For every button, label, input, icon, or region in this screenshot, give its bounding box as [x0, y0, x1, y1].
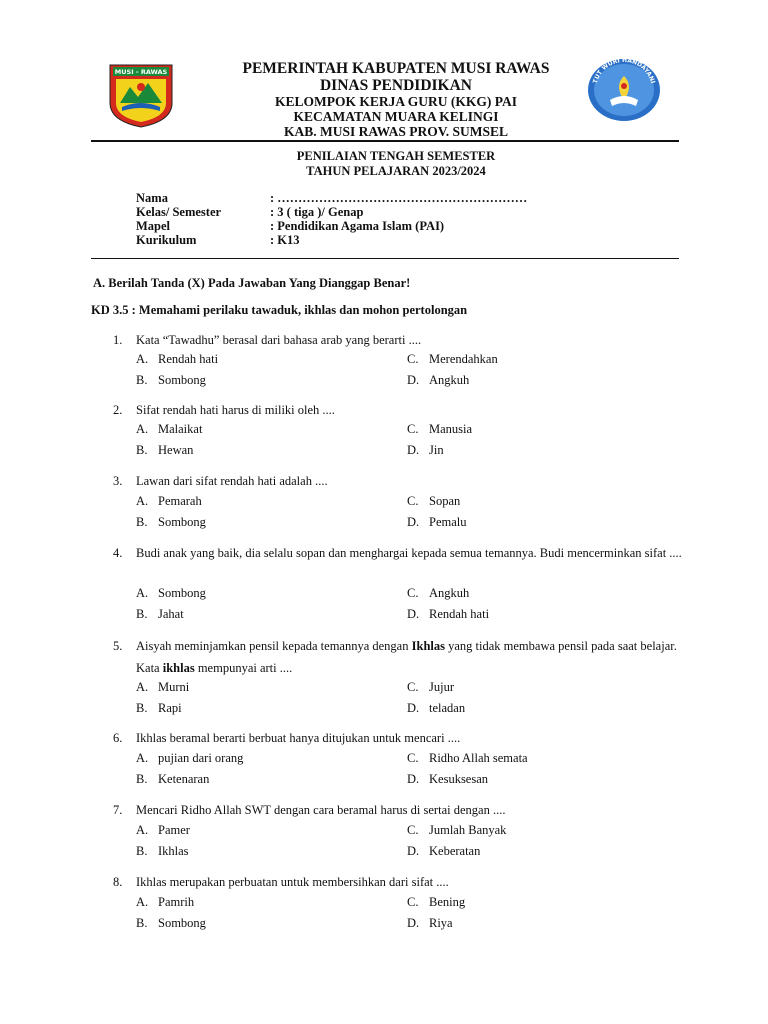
option-4d[interactable]: [407, 607, 489, 622]
option-text: Hewan: [158, 443, 194, 457]
option-text: Sombong: [158, 373, 206, 387]
option-7d[interactable]: [407, 844, 480, 859]
question-text: Kata “Tawadhu” berasal dari bahasa arab yang berarti ....: [136, 333, 422, 347]
option-letter: A.: [136, 352, 149, 366]
option-5d[interactable]: [407, 701, 465, 716]
option-letter: C.: [407, 494, 419, 508]
option-letter: C.: [407, 422, 419, 436]
option-7a[interactable]: [136, 823, 190, 838]
option-1d[interactable]: [407, 373, 469, 388]
option-4c[interactable]: [407, 586, 469, 601]
option-1c[interactable]: [407, 352, 498, 367]
option-text: Rendah hati: [158, 352, 219, 366]
question-text: Sifat rendah hati harus di miliki oleh ....: [136, 403, 335, 417]
option-5a[interactable]: [136, 680, 189, 695]
option-letter: B.: [136, 701, 148, 715]
option-letter: B.: [136, 607, 148, 621]
option-text: pujian dari orang: [158, 751, 244, 765]
identity-divider: [91, 258, 679, 259]
option-text: Jin: [429, 443, 444, 457]
option-text: Pemarah: [158, 494, 202, 508]
option-2a[interactable]: [136, 422, 202, 437]
header-line-2: DINAS PENDIDIKAN: [319, 77, 472, 94]
option-text: Merendahkan: [429, 352, 498, 366]
identity-value: : 3 ( tiga )/ Genap: [270, 205, 364, 219]
option-letter: D.: [407, 515, 420, 529]
option-text: Angkuh: [429, 373, 470, 387]
option-text: Jumlah Banyak: [429, 823, 507, 837]
question-text: Ikhlas beramal berarti berbuat hanya ditujukan untuk mencari ....: [136, 731, 461, 745]
option-letter: C.: [407, 751, 419, 765]
option-3d[interactable]: [407, 515, 467, 530]
option-letter: D.: [407, 607, 420, 621]
question-text: Budi anak yang baik, dia selalu sopan dan menghargai kepada semua temannya. Budi mencerminkan sifat ....: [136, 546, 682, 560]
option-letter: A.: [136, 895, 149, 909]
option-2d[interactable]: [407, 443, 444, 458]
option-8c[interactable]: [407, 895, 465, 910]
option-6d[interactable]: [407, 772, 488, 787]
exam-year: TAHUN PELAJARAN 2023/2024: [306, 164, 486, 178]
tut-wuri-handayani-emblem-icon: [586, 56, 662, 122]
question-number: 4.: [113, 546, 123, 560]
header-line-1: PEMERINTAH KABUPATEN MUSI RAWAS: [242, 60, 550, 77]
option-text: Jahat: [158, 607, 184, 621]
option-1a[interactable]: [136, 352, 218, 367]
option-letter: A.: [136, 422, 149, 436]
option-letter: D.: [407, 844, 420, 858]
question-number: 6.: [113, 731, 123, 745]
option-text: Ketenaran: [158, 772, 210, 786]
header-line-3: KELOMPOK KERJA GURU (KKG) PAI: [275, 94, 517, 109]
option-letter: D.: [407, 373, 420, 387]
option-7c[interactable]: [407, 823, 506, 838]
option-5c[interactable]: [407, 680, 454, 695]
question-number: 2.: [113, 403, 123, 417]
musi-rawas-emblem-icon: [108, 63, 174, 129]
option-letter: C.: [407, 352, 419, 366]
option-letter: C.: [407, 823, 419, 837]
header-line-5: KAB. MUSI RAWAS PROV. SUMSEL: [283, 124, 509, 139]
option-letter: A.: [136, 586, 149, 600]
option-8a[interactable]: [136, 895, 194, 910]
option-letter: D.: [407, 916, 420, 930]
option-text: Manusia: [429, 422, 473, 436]
exam-title: PENILAIAN TENGAH SEMESTER: [296, 149, 496, 163]
option-letter: B.: [136, 772, 148, 786]
option-2c[interactable]: [407, 422, 472, 437]
option-7b[interactable]: [136, 844, 189, 859]
option-text: Ikhlas: [158, 844, 189, 858]
option-1b[interactable]: [136, 373, 206, 388]
option-letter: A.: [136, 494, 149, 508]
identity-value: : K13: [270, 233, 300, 247]
option-letter: D.: [407, 772, 420, 786]
option-letter: B.: [136, 844, 148, 858]
option-text: Rendah hati: [429, 607, 490, 621]
option-letter: A.: [136, 751, 149, 765]
option-text: Keberatan: [429, 844, 481, 858]
question-number: 7.: [113, 803, 123, 817]
option-8b[interactable]: [136, 916, 206, 931]
option-text: teladan: [429, 701, 466, 715]
option-letter: C.: [407, 586, 419, 600]
identity-label: Kurikulum: [136, 233, 197, 247]
question-text: Lawan dari sifat rendah hati adalah ....: [136, 474, 328, 488]
option-text: Sopan: [429, 494, 461, 508]
option-2b[interactable]: [136, 443, 193, 458]
header-divider: [91, 140, 679, 142]
option-text: Sombong: [158, 515, 206, 529]
option-text: Rapi: [158, 701, 182, 715]
question-text: Mencari Ridho Allah SWT dengan cara beramal harus di sertai dengan ....: [136, 803, 506, 817]
option-4a[interactable]: [136, 586, 206, 601]
option-4b[interactable]: [136, 607, 184, 622]
question-number: 8.: [113, 875, 123, 889]
logo-left-label: MUSI - RAWAS: [114, 68, 168, 76]
identity-value: : Pendidikan Agama Islam (PAI): [270, 219, 445, 233]
option-text: Ridho Allah semata: [429, 751, 528, 765]
option-6a[interactable]: [136, 751, 243, 766]
option-text: Angkuh: [429, 586, 470, 600]
option-text: Kesuksesan: [429, 772, 489, 786]
option-3c[interactable]: [407, 494, 460, 509]
option-letter: B.: [136, 373, 148, 387]
question-text-part: yang tidak membawa pensil pada saat belajar. Kata: [136, 639, 677, 675]
identity-label: Nama: [136, 191, 168, 205]
question-number: 5.: [113, 639, 123, 653]
option-text: Jujur: [429, 680, 454, 694]
option-3a[interactable]: [136, 494, 202, 509]
option-text: Malaikat: [158, 422, 203, 436]
option-letter: B.: [136, 515, 148, 529]
option-text: Bening: [429, 895, 466, 909]
name-field[interactable]: : ……………………………………………………: [270, 191, 528, 205]
question-number: 3.: [113, 474, 123, 488]
instruction: A. Berilah Tanda (X) Pada Jawaban Yang Dianggap Benar!: [93, 276, 411, 290]
question-text-part: mempunyai arti ....: [194, 661, 293, 675]
option-letter: B.: [136, 916, 148, 930]
option-text: Pamer: [158, 823, 190, 837]
option-letter: A.: [136, 680, 149, 694]
question-keyword: Ikhlas: [411, 639, 445, 653]
option-letter: C.: [407, 680, 419, 694]
option-5b[interactable]: [136, 701, 182, 716]
option-letter: B.: [136, 443, 148, 457]
header-line-4: KECAMATAN MUARA KELINGI: [293, 109, 499, 124]
question-number: 1.: [113, 333, 123, 347]
logo-right-label: TUT WURI HANDAYANI: [591, 56, 657, 85]
option-text: Pamrih: [158, 895, 195, 909]
option-letter: D.: [407, 443, 420, 457]
option-text: Sombong: [158, 916, 206, 930]
identity-label: Kelas/ Semester: [136, 205, 222, 219]
question-keyword: ikhlas: [162, 661, 195, 675]
question-text-part: Aisyah meminjamkan pensil kepada temannya dengan: [136, 639, 412, 653]
option-letter: D.: [407, 701, 420, 715]
option-letter: A.: [136, 823, 149, 837]
option-6b[interactable]: [136, 772, 209, 787]
option-3b[interactable]: [136, 515, 206, 530]
question-text: Ikhlas merupakan perbuatan untuk membersihkan dari sifat ....: [136, 875, 449, 889]
identity-label: Mapel: [136, 219, 171, 233]
kd-heading: KD 3.5 : Memahami perilaku tawaduk, ikhlas dan mohon pertolongan: [91, 303, 468, 317]
option-text: Pemalu: [429, 515, 467, 529]
option-letter: C.: [407, 895, 419, 909]
option-text: Sombong: [158, 586, 206, 600]
question-text: [136, 635, 692, 679]
option-6c[interactable]: [407, 751, 528, 766]
option-text: Murni: [158, 680, 190, 694]
option-8d[interactable]: [407, 916, 453, 931]
option-text: Riya: [429, 916, 453, 930]
